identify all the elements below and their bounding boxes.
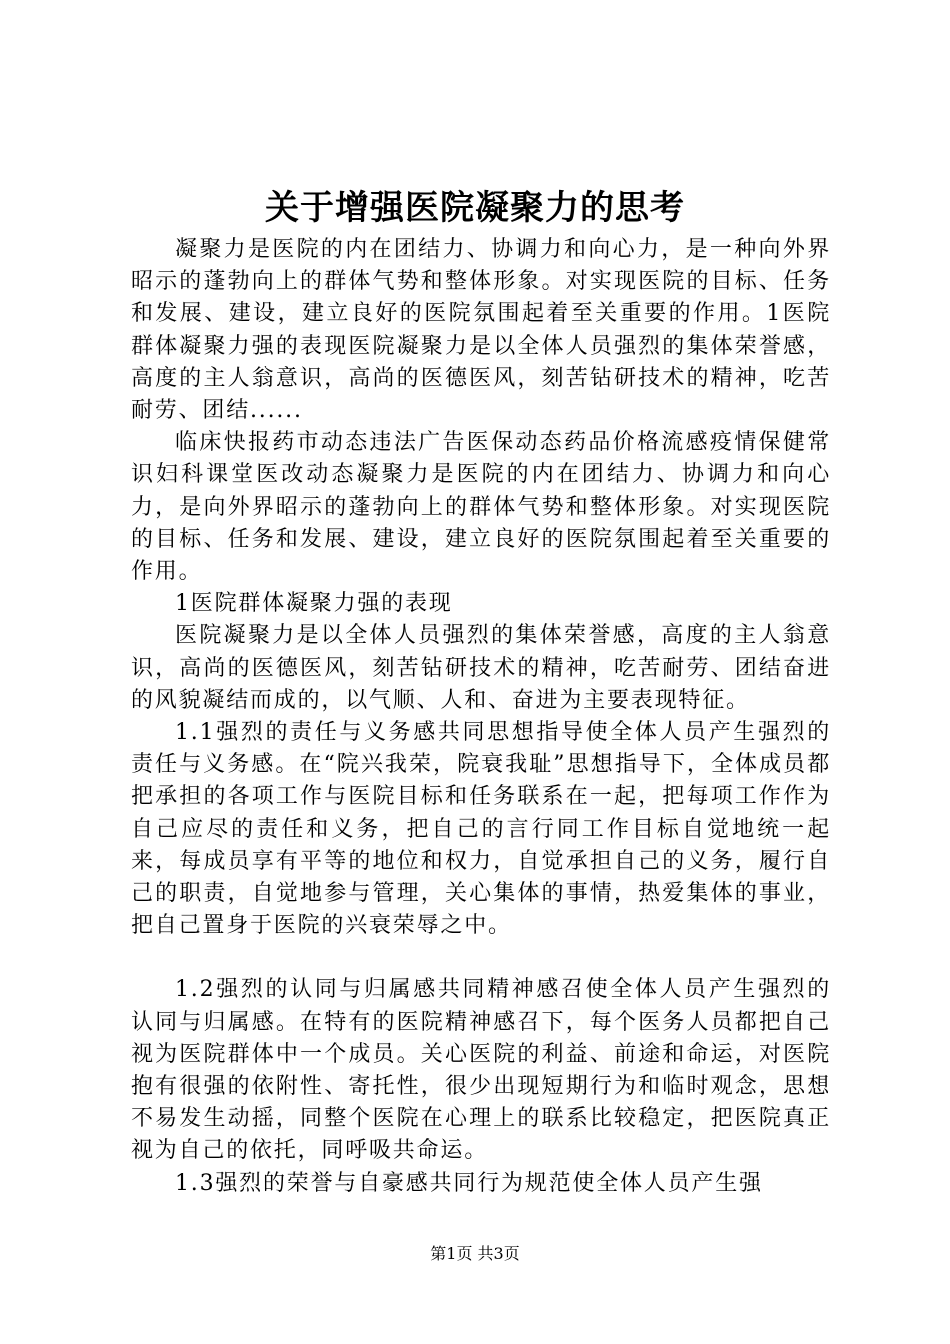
section-heading: 1医院群体凝聚力强的表现 xyxy=(175,591,453,617)
paragraph-1-2: 1.2强烈的认同与归属感共同精神感召使全体人员产生强烈的认同与归属感。在特有的医院精神感召下，每个医务人员都把自己视为医院群体中一个成员。关心医院的利益、前途和命运，对医院抱有很强的依附性、寄托性，很少出现短期行为和临时观念，思想不易发生动摇，同整个医院在心理上的联系比较稳定，把医院真正视为自己的依托，同呼吸共命运。 xyxy=(131,977,831,1164)
paragraph-definition: 医院凝聚力是以全体人员强烈的集体荣誉感，高度的主人翁意识，高尚的医德医风，刻苦钻研技术的精神，吃苦耐劳、团结奋进的风貌凝结而成的，以气顺、人和、奋进为主要表现特征。 xyxy=(131,623,831,713)
page-number-footer: 第1页 共3页 xyxy=(430,1244,520,1263)
paragraph-1-1: 1.1强烈的责任与义务感共同思想指导使全体人员产生强烈的责任与义务感。在“院兴我荣，院衰我耻”思想指导下，全体成员都把承担的各项工作与医院目标和任务联系在一起，把每项工作作为自己应尽的责任和义务，把自己的言行同工作目标自觉地统一起来，每成员享有平等的地位和权力，自觉承担自己的义务，履行自己的职责，自觉地参与管理，关心集体的事情，热爱集体的事业，把自己置身于医院的兴衰荣辱之中。 xyxy=(131,720,831,939)
paragraph-intro: 凝聚力是医院的内在团结力、协调力和向心力，是一种向外界昭示的蓬勃向上的群体气势和整体形象。对实现医院的目标、任务和发展、建设，建立良好的医院氛围起着至关重要的作用。1医院群体凝聚力强的表现医院凝聚力是以全体人员强烈的集体荣誉感，高度的主人翁意识，高尚的医德医风，刻苦钻研技术的精神，吃苦耐劳、团结...... xyxy=(131,237,831,424)
paragraph-news: 临床快报药市动态违法广告医保动态药品价格流感疫情保健常识妇科课堂医改动态凝聚力是医院的内在团结力、协调力和向心力，是向外界昭示的蓬勃向上的群体气势和整体形象。对实现医院的目标、任务和发展、建设，建立良好的医院氛围起着至关重要的作用。 xyxy=(131,430,831,585)
document-title: 关于增强医院凝聚力的思考 xyxy=(265,188,685,228)
document-body xyxy=(131,234,831,1200)
paragraph-1-3: 1.3强烈的荣誉与自豪感共同行为规范使全体人员产生强 xyxy=(175,1170,763,1196)
